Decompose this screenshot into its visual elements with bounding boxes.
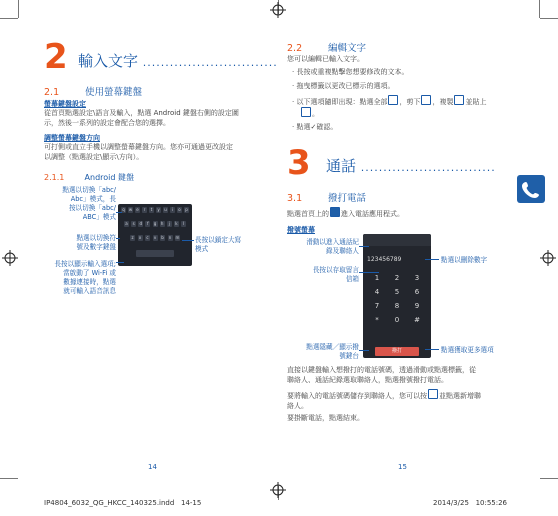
subsection-title: Android 鍵盤 <box>84 173 135 182</box>
key: i <box>171 207 174 212</box>
registration-mark-icon <box>2 250 18 266</box>
dial-key: 3 <box>414 274 420 282</box>
section-title: 編輯文字 <box>328 43 367 54</box>
key: e <box>136 207 139 212</box>
list-item: · 拖曳標籤以更改已標示的選項。 <box>292 82 395 90</box>
list-item: · 長按或重複點擊您想要修改的文本。 <box>292 68 409 76</box>
dial-paragraph-2 <box>287 389 547 411</box>
chapter-dots: .............................. <box>360 161 496 174</box>
annotation-slide <box>293 238 359 256</box>
leader-line <box>116 262 124 263</box>
crop-mark <box>18 0 19 18</box>
key: q <box>122 207 125 212</box>
text-line: 號及數字鍵盤 <box>76 243 116 251</box>
key: r <box>143 207 146 212</box>
annotation-caps-lock <box>195 236 261 254</box>
text-line: 點選以切換符 <box>76 234 116 242</box>
text-line: 要將輸入的電話號碼儲存到聯絡人，您可以按 並點選新增聯 <box>287 389 547 401</box>
keyboard-row <box>121 207 189 216</box>
section-heading <box>44 84 142 98</box>
keyboard-row <box>124 221 186 230</box>
page-number-left: 14 <box>148 463 157 471</box>
chapter-title <box>78 50 278 71</box>
text-line: 錄及聯絡人 <box>326 247 359 255</box>
key: l <box>182 221 185 226</box>
leader-line <box>182 240 194 241</box>
dial-key: 2 <box>394 274 400 282</box>
annotation-voicemail <box>293 266 359 284</box>
dial-intro: 點選首頁上的 進入電話應用程式。 <box>287 207 404 219</box>
annotation-hide-pad <box>284 343 359 361</box>
text-line: 聯絡人、通話紀錄選取聯絡人，點選撥號撥打電話。 <box>287 376 448 384</box>
key: b <box>161 235 164 240</box>
key: o <box>178 207 181 212</box>
text-line: 號鍵台 <box>339 352 359 360</box>
edit-bullets <box>292 67 544 132</box>
subheading-orientation: 調整螢幕鍵盤方向 <box>44 134 100 142</box>
list-item: · 以下選項隨即出現：點選全部 ，剪下 ，複製 並貼上 <box>292 95 544 107</box>
text-line: ABC」模式 <box>82 213 116 221</box>
key: p <box>185 207 188 212</box>
select-all-icon <box>388 95 398 105</box>
dial-key: 8 <box>394 302 400 310</box>
text-line: 模式 <box>195 245 209 253</box>
crop-mark <box>0 18 18 19</box>
subsection-heading <box>44 172 134 183</box>
section-number: 2.1 <box>44 87 60 98</box>
section-heading-31 <box>287 190 366 204</box>
text-line: 長按以存取留言 <box>312 266 359 274</box>
keyboard-screenshot <box>118 204 192 266</box>
key: n <box>168 235 172 240</box>
key: w <box>128 207 133 212</box>
text-line: 就可輸入語音訊息 <box>63 287 116 295</box>
text-line: Abc」模式，長 <box>70 195 116 203</box>
page-number-right: 15 <box>398 463 407 471</box>
chapter-title-3 <box>326 155 496 176</box>
subheading-dialer: 撥號螢幕 <box>287 226 315 234</box>
leader-line <box>359 350 369 351</box>
space-bar <box>136 250 174 257</box>
text-line: 長按以顯示輸入選項; <box>54 260 116 268</box>
text-line: 長按以鎖定大寫 <box>195 236 242 244</box>
annotation-delete: 點選以刪除數字 <box>441 256 488 264</box>
section-number: 2.2 <box>287 43 303 54</box>
key: g <box>153 221 157 226</box>
key: f <box>147 221 149 226</box>
annotation-abc-mode <box>50 186 116 222</box>
text-line: 點選以切換「abc/ <box>62 186 116 194</box>
chapter-title-text: 輸入文字 <box>78 52 139 70</box>
key: u <box>164 207 167 212</box>
registration-mark-icon <box>270 482 286 498</box>
dial-key: 0 <box>394 316 400 324</box>
key: v <box>153 235 157 240</box>
key: j <box>168 221 170 226</box>
crop-mark <box>540 478 558 479</box>
dial-pad <box>367 274 427 324</box>
text-line: 示，然後一系列的設定會配合您的選擇。 <box>44 119 170 127</box>
section-number: 3.1 <box>287 193 303 204</box>
chapter-number: 2 <box>44 37 68 77</box>
text-line: 信箱 <box>345 275 359 283</box>
text-line: 當啟動了 Wi-Fi 或 <box>63 269 116 277</box>
phone-app-icon <box>330 207 340 217</box>
paragraph-orientation <box>44 142 274 162</box>
section-title: 撥打電話 <box>328 193 367 204</box>
leader-line <box>425 259 439 260</box>
call-button: 撥打 <box>375 347 419 356</box>
text-line: 可打側或直立手機以調整螢幕鍵盤方向。您亦可通過更改設定 <box>44 143 233 151</box>
leader-line <box>116 212 122 213</box>
chapter-title-text: 通話 <box>326 157 357 175</box>
paragraph-keyboard-settings <box>44 108 274 128</box>
key: t <box>150 207 153 212</box>
dial-key: 7 <box>374 302 380 310</box>
dial-key: 5 <box>394 288 400 296</box>
key: d <box>139 221 143 226</box>
registration-mark-icon <box>540 250 556 266</box>
key: m <box>175 235 180 240</box>
copy-icon <box>454 95 464 105</box>
annotation-long-press <box>44 260 116 296</box>
phone-icon <box>517 175 545 203</box>
key: h <box>160 221 164 226</box>
paste-icon <box>301 107 311 117</box>
dial-key: * <box>375 316 379 324</box>
footer-filename: IP4804_6032_QG_HKCC_140325.indd 14-15 <box>44 499 202 507</box>
key: y <box>157 207 160 212</box>
cut-icon <box>421 95 431 105</box>
footer-datetime: 2014/3/25 10:55:26 <box>433 499 508 507</box>
text-line: 絡人。 <box>287 402 308 410</box>
text-line: 按以切換「abc/ <box>68 204 116 212</box>
key: c <box>146 235 149 240</box>
text-line: 數據連接時，點選 <box>63 278 116 286</box>
key: a <box>125 221 128 226</box>
registration-mark-icon <box>270 2 286 18</box>
dial-paragraph-1 <box>287 365 547 385</box>
dial-key: # <box>414 316 420 324</box>
leader-line <box>116 238 120 239</box>
list-item: · 點選✓確認。 <box>292 123 338 131</box>
section-heading-22 <box>287 40 366 54</box>
text-line: 直接以鍵盤輸入想撥打的電話號碼，透過滑動或點選標籤，從 <box>287 366 476 374</box>
crop-mark <box>539 0 540 18</box>
edit-intro: 您可以編輯已輸入文字。 <box>287 55 364 63</box>
subsection-number: 2.1.1 <box>44 173 65 182</box>
dial-key: 9 <box>414 302 420 310</box>
crop-mark <box>540 18 558 19</box>
keyboard-row <box>130 235 180 244</box>
key: k <box>175 221 178 226</box>
dial-key: 4 <box>374 288 380 296</box>
dialed-number: 123456789 <box>367 256 402 263</box>
dial-paragraph-3: 要掛斷電話，點選結束。 <box>287 414 364 422</box>
dialer-tabs <box>363 234 431 246</box>
dialer-screenshot <box>363 234 431 358</box>
list-item-continuation: 。 <box>292 107 544 119</box>
dial-key: 6 <box>414 288 420 296</box>
chapter-dots: .............................. <box>142 56 278 69</box>
annotation-symbols <box>50 234 116 252</box>
leader-line <box>359 246 369 247</box>
annotation-more-options: 點選獲取更多選項 <box>441 346 494 354</box>
chapter-number-3: 3 <box>287 143 311 183</box>
section-title: 使用螢幕鍵盤 <box>85 87 143 98</box>
text-line: 滑動以進入通話紀 <box>306 238 359 246</box>
more-options-icon <box>428 389 438 399</box>
text-line: 從首頁點選設定\語言及輸入，點選 Android 鍵盤右側的設定圖 <box>44 109 239 117</box>
leader-line <box>359 272 379 273</box>
subheading-keyboard-settings: 螢幕鍵盤設定 <box>44 100 86 108</box>
key: x <box>138 235 142 240</box>
text-line: 點選隱藏／顯示撥 <box>306 343 359 351</box>
key: z <box>131 235 134 240</box>
dial-key: 1 <box>374 274 380 282</box>
crop-mark <box>0 478 18 479</box>
key: s <box>132 221 135 226</box>
leader-line <box>425 349 439 350</box>
text-line: 以調整（點選設定\顯示\方向）。 <box>44 153 144 161</box>
